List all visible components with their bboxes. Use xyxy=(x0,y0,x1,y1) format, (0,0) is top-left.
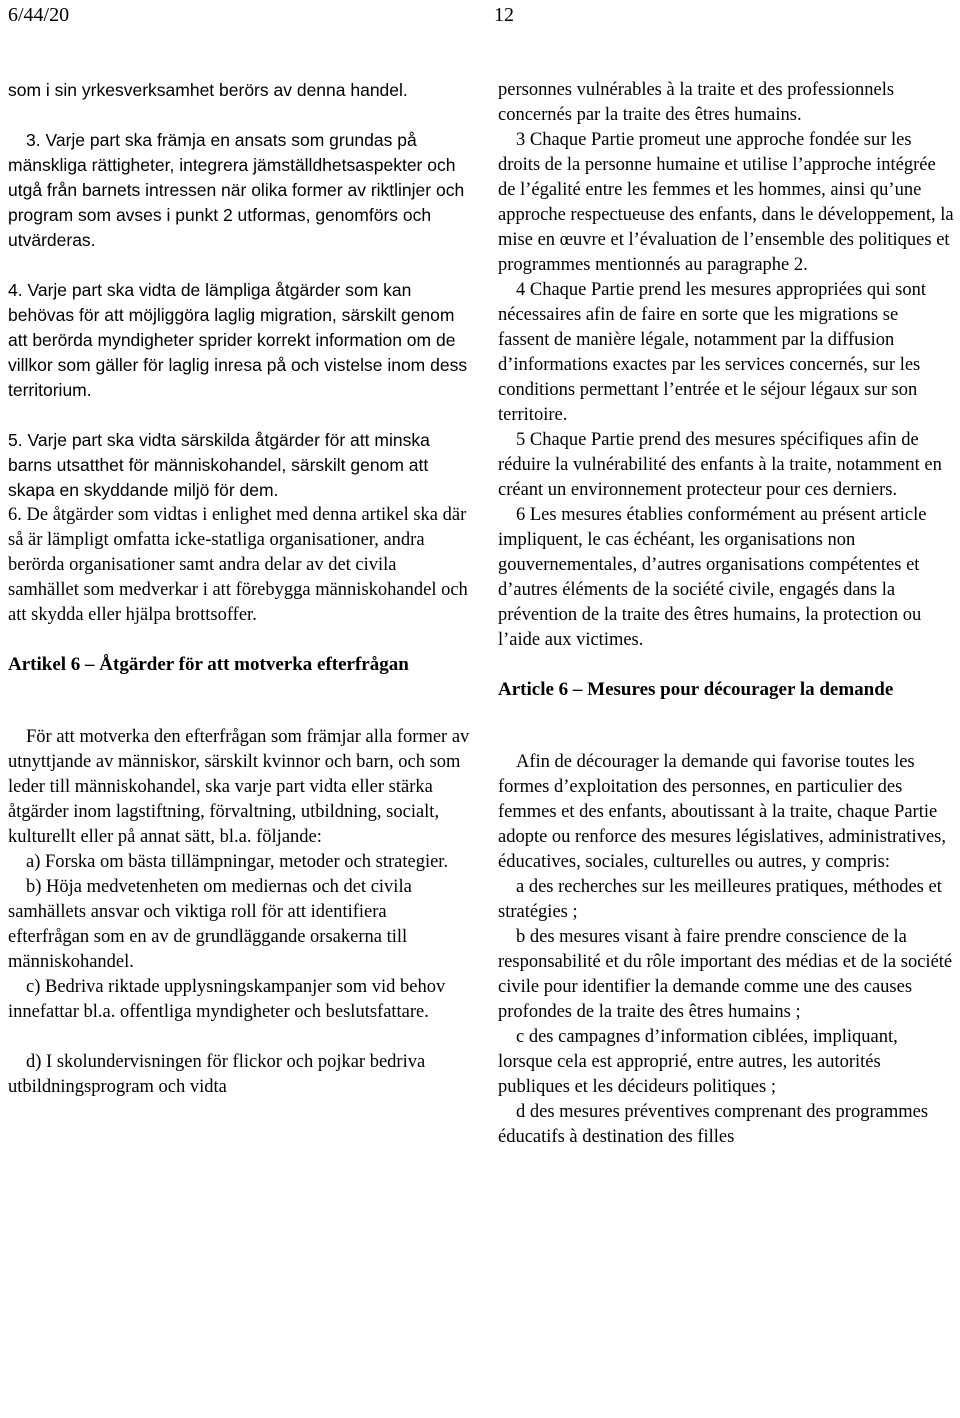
sv-paragraph-continuation: som i sin yrkesverksamhet berörs av denna handel. xyxy=(8,80,408,100)
french-column xyxy=(498,78,954,1150)
sv-article-intro: För att motverka den efterfrågan som främjar alla former av utnyttjande av människor, särskilt kvinnor och barn, och som leder till människohandel, ska varje part vidta eller stärka åtgärder inom lagstiftning, förvaltning, utbildning, socialt, kulturellt eller på annat sätt, bl.a. följande: xyxy=(8,727,470,847)
sv-item-a: a) Forska om bästa tillämpningar, metoder och strategier. xyxy=(26,852,449,872)
fr-paragraph-5: 5 Chaque Partie prend des mesures spécifiques afin de réduire la vulnérabilité des enfants à la traite, notamment en créant un environnement protecteur pour ces derniers. xyxy=(498,430,942,500)
fr-paragraph-6: 6 Les mesures établies conformément au présent article impliquent, le cas échéant, les organisations non gouvernementales, d’autres organisations compétentes et d’autres éléments de la société civile, engagés dans la prévention de la traite des êtres humains, la protection ou l’aide aux victimes. xyxy=(498,505,927,650)
sv-item-c: c) Bedriva riktade upplysningskampanjer som vid behov innefattar bl.a. offentliga myndigheter och beslutsfattare. xyxy=(8,977,446,1022)
fr-article-intro: Afin de décourager la demande qui favorise toutes les formes d’exploitation des personnes, en particulier des femmes et des enfants, aboutissant à la traite, chaque Partie adopte ou renforce des mesures législatives, administratives, éducatives, sociales, culturelles ou autres, y compris: xyxy=(498,752,946,872)
fr-item-a: a des recherches sur les meilleures pratiques, méthodes et stratégies ; xyxy=(498,877,942,922)
sv-paragraph-4: 4. Varje part ska vidta de lämpliga åtgärder som kan behövas för att möjliggöra laglig migration, särskilt genom att berörda myndigheter sprider korrekt information om de villkor som gäller för laglig inresa på och vistelse inom dess territorium. xyxy=(8,280,468,400)
page-number: 12 xyxy=(494,4,514,26)
fr-item-d: d des mesures préventives comprenant des programmes éducatifs à destination des filles xyxy=(498,1102,929,1147)
sv-paragraph-5: 5. Varje part ska vidta särskilda åtgärder för att minska barns utsatthet för människohandel, särskilt genom att skapa en skyddande miljö för dem. xyxy=(8,430,430,500)
sv-article-heading: Artikel 6 – Åtgärder för att motverka efterfrågan xyxy=(8,654,409,675)
fr-article-heading: Article 6 – Mesures pour décourager la demande xyxy=(498,679,894,700)
fr-item-b: b des mesures visant à faire prendre conscience de la responsabilité et du rôle important des médias et de la société civile pour identifier la demande comme une des causes profondes de la traite des êtres humains ; xyxy=(498,927,953,1022)
document-number: 6/44/20 xyxy=(8,4,70,26)
sv-item-b: b) Höja medvetenheten om mediernas och det civila samhällets ansvar och viktiga roll för att identifiera efterfrågan som en av de grundläggande orsakerna till människohandel. xyxy=(8,877,412,972)
fr-item-c: c des campagnes d’information ciblées, impliquant, lorsque cela est approprié, entre autres, les autorités publiques et les décideurs politiques ; xyxy=(498,1027,898,1097)
fr-paragraph-continuation: personnes vulnérables à la traite et des professionnels concernés par la traite des êtres humains. xyxy=(498,80,895,125)
fr-paragraph-3: 3 Chaque Partie promeut une approche fondée sur les droits de la personne humaine et utilise l’approche intégrée de l’égalité entre les femmes et les hommes, ainsi qu’une approche respectueuse des enfants, dans le développement, la mise en œuvre et l’évaluation de l’ensemble des politiques et programmes mentionnés au paragraphe 2. xyxy=(498,130,954,275)
swedish-column xyxy=(8,78,472,1100)
sv-paragraph-3: 3. Varje part ska främja en ansats som grundas på mänskliga rättigheter, integrera jämställdhetsaspekter och utgå från barnets intressen när olika former av riktlinjer och program som avses i punkt 2 utformas, genomförs och utvärderas. xyxy=(8,130,465,250)
sv-paragraph-6: 6. De åtgärder som vidtas i enlighet med denna artikel ska där så är lämpligt omfatta icke-statliga organisationer, andra berörda organisationer samt andra delar av det civila samhället som medverkar i att förebygga människohandel och att skydda eller hjälpa brottsoffer. xyxy=(8,505,468,625)
sv-item-d: d) I skolundervisningen för flickor och pojkar bedriva utbildningsprogram och vidta xyxy=(8,1052,426,1097)
fr-paragraph-4: 4 Chaque Partie prend les mesures appropriées qui sont nécessaires afin de faire en sorte que les migrations se fassent de manière légale, notamment par la diffusion d’informations exactes par les services concernés, sur les conditions permettant l’entrée et le séjour légaux sur son territoire. xyxy=(498,280,926,425)
page-header xyxy=(0,4,960,34)
